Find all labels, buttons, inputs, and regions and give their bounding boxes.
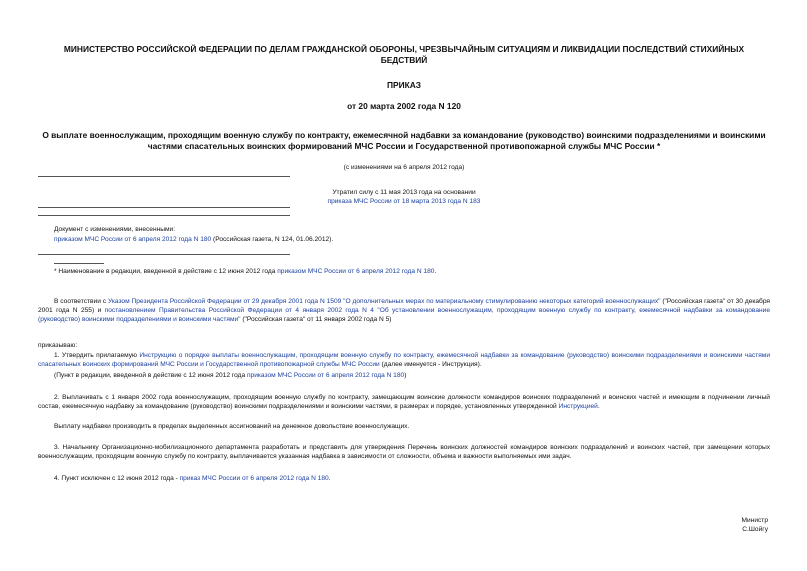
item-2-budget: Выплату надбавки производить в пределах выделенных ассигнований на денежное довольствие военнослужащих. [54, 423, 410, 430]
preamble-link-resolution[interactable]: постановлением Правительства Российской Федерации от 4 января 2002 года N 4 "Об установлении военнослужащим, проходящим военную службу по контракту, ежемесячной надбавки за командование (руководство) воинскими подразделениями и воинскими частями" [38, 307, 770, 323]
item-1-note-end: ) [404, 372, 407, 379]
item-2-end: . [597, 403, 600, 410]
footnote [54, 267, 754, 276]
preamble-text-2: ("Российская газета" от 30 декабря 2001 года N 255) и [38, 298, 770, 314]
separator-line [38, 207, 290, 208]
order-word: приказываю: [38, 342, 78, 349]
footnote-text: * Наименование в редакции, введенной в действие с 12 июня 2012 года [54, 268, 278, 275]
status-link[interactable]: приказа МЧС России от 18 марта 2013 года N 183 [327, 198, 481, 205]
changes-box [54, 225, 454, 244]
separator-line [38, 254, 290, 255]
footnote-link[interactable]: приказом МЧС России от 6 апреля 2012 года N 180 [277, 268, 435, 275]
item-4-end: . [328, 475, 331, 482]
changes-label: Документ с изменениями, внесенными: [54, 226, 176, 233]
footnote-end: . [434, 268, 437, 275]
doc-type: ПРИКАЗ [386, 80, 422, 90]
ministry-heading: МИНИСТЕРСТВО РОССИЙСКОЙ ФЕДЕРАЦИИ ПО ДЕЛАМ ГРАЖДАНСКОЙ ОБОРОНЫ, ЧРЕЗВЫЧАЙНЫМ СИТУАЦИЯМ И ЛИКВИДАЦИИ ПОСЛЕДСТВИЙ СТИХИЙНЫХ БЕДСТВИЙ [63, 44, 745, 65]
item-4-text: 4. Пункт исключен с 12 июня 2012 года - [54, 475, 180, 482]
signature-role: Министр [741, 517, 768, 524]
changes-line [54, 235, 454, 244]
separator-line [38, 215, 290, 216]
footnote-rule [54, 263, 104, 264]
doc-title: О выплате военнослужащим, проходящим военную службу по контракту, ежемесячной надбавки за командование (руководство) воинскими подразделениями и воинскими частями спасательных воинских формирований МЧС России и Государственной противопожарной службы МЧС России * [42, 130, 766, 151]
item-1 [38, 351, 770, 369]
item-1-link[interactable]: Инструкцию о порядке выплаты военнослужащим, проходящим военную службу по контракту, ежемесячной надбавки за командование (руководство) воинскими подразделениями и воинскими частями спасательных воинских формирований МЧС России и Государственной противопожарной службы МЧС России [38, 352, 771, 368]
item-1-note-link[interactable]: приказом МЧС России от 6 апреля 2012 года N 180 [246, 372, 405, 379]
item-4 [54, 474, 770, 483]
item-1-note-text: (Пункт в редакции, введенной в действие с 12 июня 2012 года [54, 372, 247, 379]
signature [700, 516, 768, 534]
changes-suffix: (Российская газета, N 124, 01.06.2012). [211, 236, 334, 243]
item-2-text: 2. Выплачивать с 1 января 2002 года военнослужащим, проходящим военную службу по контракту, замещающим воинские должности командиров воинских подразделений и воинских частей и имеющим в подчинении личный состав, ежемесячную надбавку за командование (руководство) воинскими подразделениями и воинскими частями, в размерах и порядке, установленных утвержденной [38, 394, 770, 410]
item-2-link[interactable]: Инструкцией [558, 403, 598, 410]
status-text: Утратил силу с 11 мая 2013 года на основании [332, 189, 476, 196]
signature-name: С.Шойгу [742, 526, 768, 533]
preamble [38, 297, 770, 324]
item-4-link[interactable]: приказ МЧС России от 6 апреля 2012 года N 180 [179, 475, 329, 482]
item-3: 3. Начальнику Организационно-мобилизационного департамента разработать и представить для утверждения Перечень воинских должностей командиров воинских подразделений и воинских частей, при замещении которых военнослужащим, проходящим военную службу по контракту, выплачивается указанная надбавка в зависимости от сложности, объема и важности выполняемых ими задач. [38, 444, 770, 460]
item-2 [38, 393, 770, 411]
doc-date-number: от 20 марта 2002 года N 120 [347, 101, 461, 111]
preamble-text-1: В соответствии с [54, 298, 108, 305]
amendments-note: (с изменениями на 6 апреля 2012 года) [343, 164, 465, 171]
preamble-link-decree[interactable]: Указом Президента Российской Федерации от 29 декабря 2001 года N 1509 "О дополнительных мерах по материальному стимулированию некоторых категорий военнослужащих" [107, 298, 661, 305]
item-1-note [54, 371, 754, 380]
preamble-text-3: ("Российская газета" от 11 января 2002 года N 5) [240, 316, 392, 323]
item-1-text: 1. Утвердить прилагаемую [54, 352, 140, 359]
item-1-end: (далее именуется - Инструкция). [379, 361, 482, 368]
status-block [280, 188, 528, 206]
changes-link[interactable]: приказом МЧС России от 6 апреля 2012 года N 180 [54, 236, 212, 243]
separator-line [38, 176, 290, 177]
